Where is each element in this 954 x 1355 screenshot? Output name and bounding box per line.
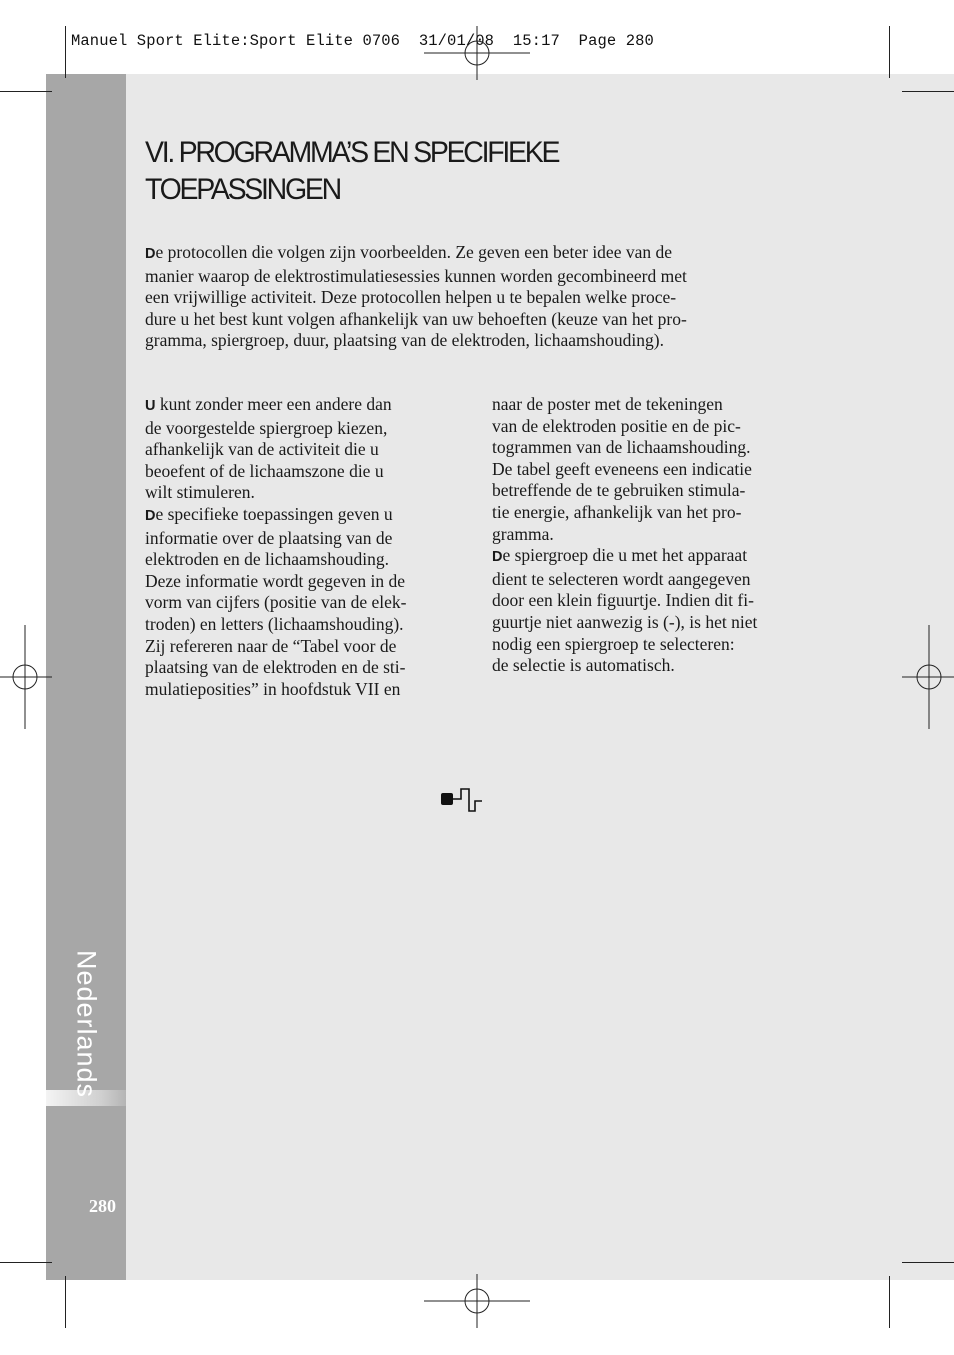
text-line: kunt zonder meer een andere dan [155,394,392,414]
pulse-logo-icon [440,788,484,814]
text-line: de voorgestelde spiergroep kiezen, [145,417,388,438]
text-line: e protocollen die volgen zijn voorbeelden. Ze geven een beter idee van de [155,242,672,262]
crop-mark [65,1276,66,1328]
text-line: manier waarop de elektrostimulatiesessies kunnen worden gecombineerd met [145,265,687,286]
text-line: naar de poster met de tekeningen [492,394,723,414]
text-line: door een klein figuurtje. Indien dit fi- [492,590,754,611]
text-line: mulatieposities” in hoofdstuk VII en [145,678,401,699]
text-line: afhankelijk van de activiteit die u [145,439,379,460]
right-column [492,394,814,677]
text-line: troden) en letters (lichaamshouding). [145,613,404,634]
text-line: elektroden en de lichaamshouding. [145,549,389,570]
printer-slug-line: Manuel Sport Elite:Sport Elite 0706 31/01/08 15:17 Page 280 [71,32,654,50]
text-line: dient te selecteren wordt aangegeven [492,568,751,589]
text-line: e spiergroep die u met het apparaat [502,545,748,566]
crop-mark [902,91,954,92]
text-line: tie energie, afhankelijk van het pro- [492,501,742,522]
section-heading-line: TOEPASSINGEN [145,173,340,206]
left-column [145,394,463,700]
paragraph [492,394,814,545]
paragraph [145,394,463,504]
text-line: de selectie is automatisch. [492,655,675,676]
text-line: informatie over de plaatsing van de [145,527,393,548]
registration-mark-bottom-icon [424,1274,530,1328]
page-number: 280 [89,1196,116,1216]
section-heading [145,134,829,208]
text-line: vorm van cijfers (positie van de elek- [145,592,407,613]
registration-mark-right-icon [902,625,954,729]
text-line: gramma, spiergroep, duur, plaatsing van de elektroden, lichaamshouding). [145,330,664,351]
text-line: Deze informatie wordt gegeven in de [145,570,405,591]
paragraph [492,545,814,677]
text-line: guurtje niet aanwezig is (-), is het niet [492,611,758,632]
text-line: Zij refereren naar de “Tabel voor de [145,635,397,656]
drop-initial: D [145,507,156,524]
text-line: gramma. [492,523,554,544]
text-line: dure u het best kunt volgen afhankelijk van uw behoeften (keuze van het pro- [145,308,687,329]
text-line: betreffende de te gebruiken stimula- [492,480,746,501]
registration-mark-left-icon [0,625,52,729]
crop-mark [0,1262,52,1263]
crop-mark [65,26,66,78]
text-line: nodig een spiergroep te selecteren: [492,633,735,654]
text-line: een vrijwillige activiteit. Deze protocollen helpen u te bepalen welke proce- [145,287,677,308]
crop-mark [889,1276,890,1328]
text-line: De tabel geeft eveneens een indicatie [492,458,752,479]
section-heading-line: VI. PROGRAMMA’S EN SPECIFIEKE [145,136,559,169]
drop-initial: U [145,398,156,414]
drop-initial: D [492,549,503,566]
intro-paragraph-text [145,242,815,352]
intro-paragraph [145,242,815,352]
registration-mark-top-icon [424,26,530,80]
text-line: togrammen van de lichaamshouding. [492,437,751,458]
text-line: wilt stimuleren. [145,482,255,503]
text-line: van de elektroden positie en de pic- [492,415,741,436]
drop-initial: D [145,246,156,262]
language-label: Nederlands [71,949,102,1099]
crop-mark [889,26,890,78]
crop-mark [0,91,52,92]
crop-mark [902,1262,954,1263]
text-line: beoefent of de lichaamszone die u [145,460,384,481]
text-line: plaatsing van de elektroden en de sti- [145,657,406,678]
text-line: e specifieke toepassingen geven u [155,503,393,524]
paragraph [145,504,463,700]
